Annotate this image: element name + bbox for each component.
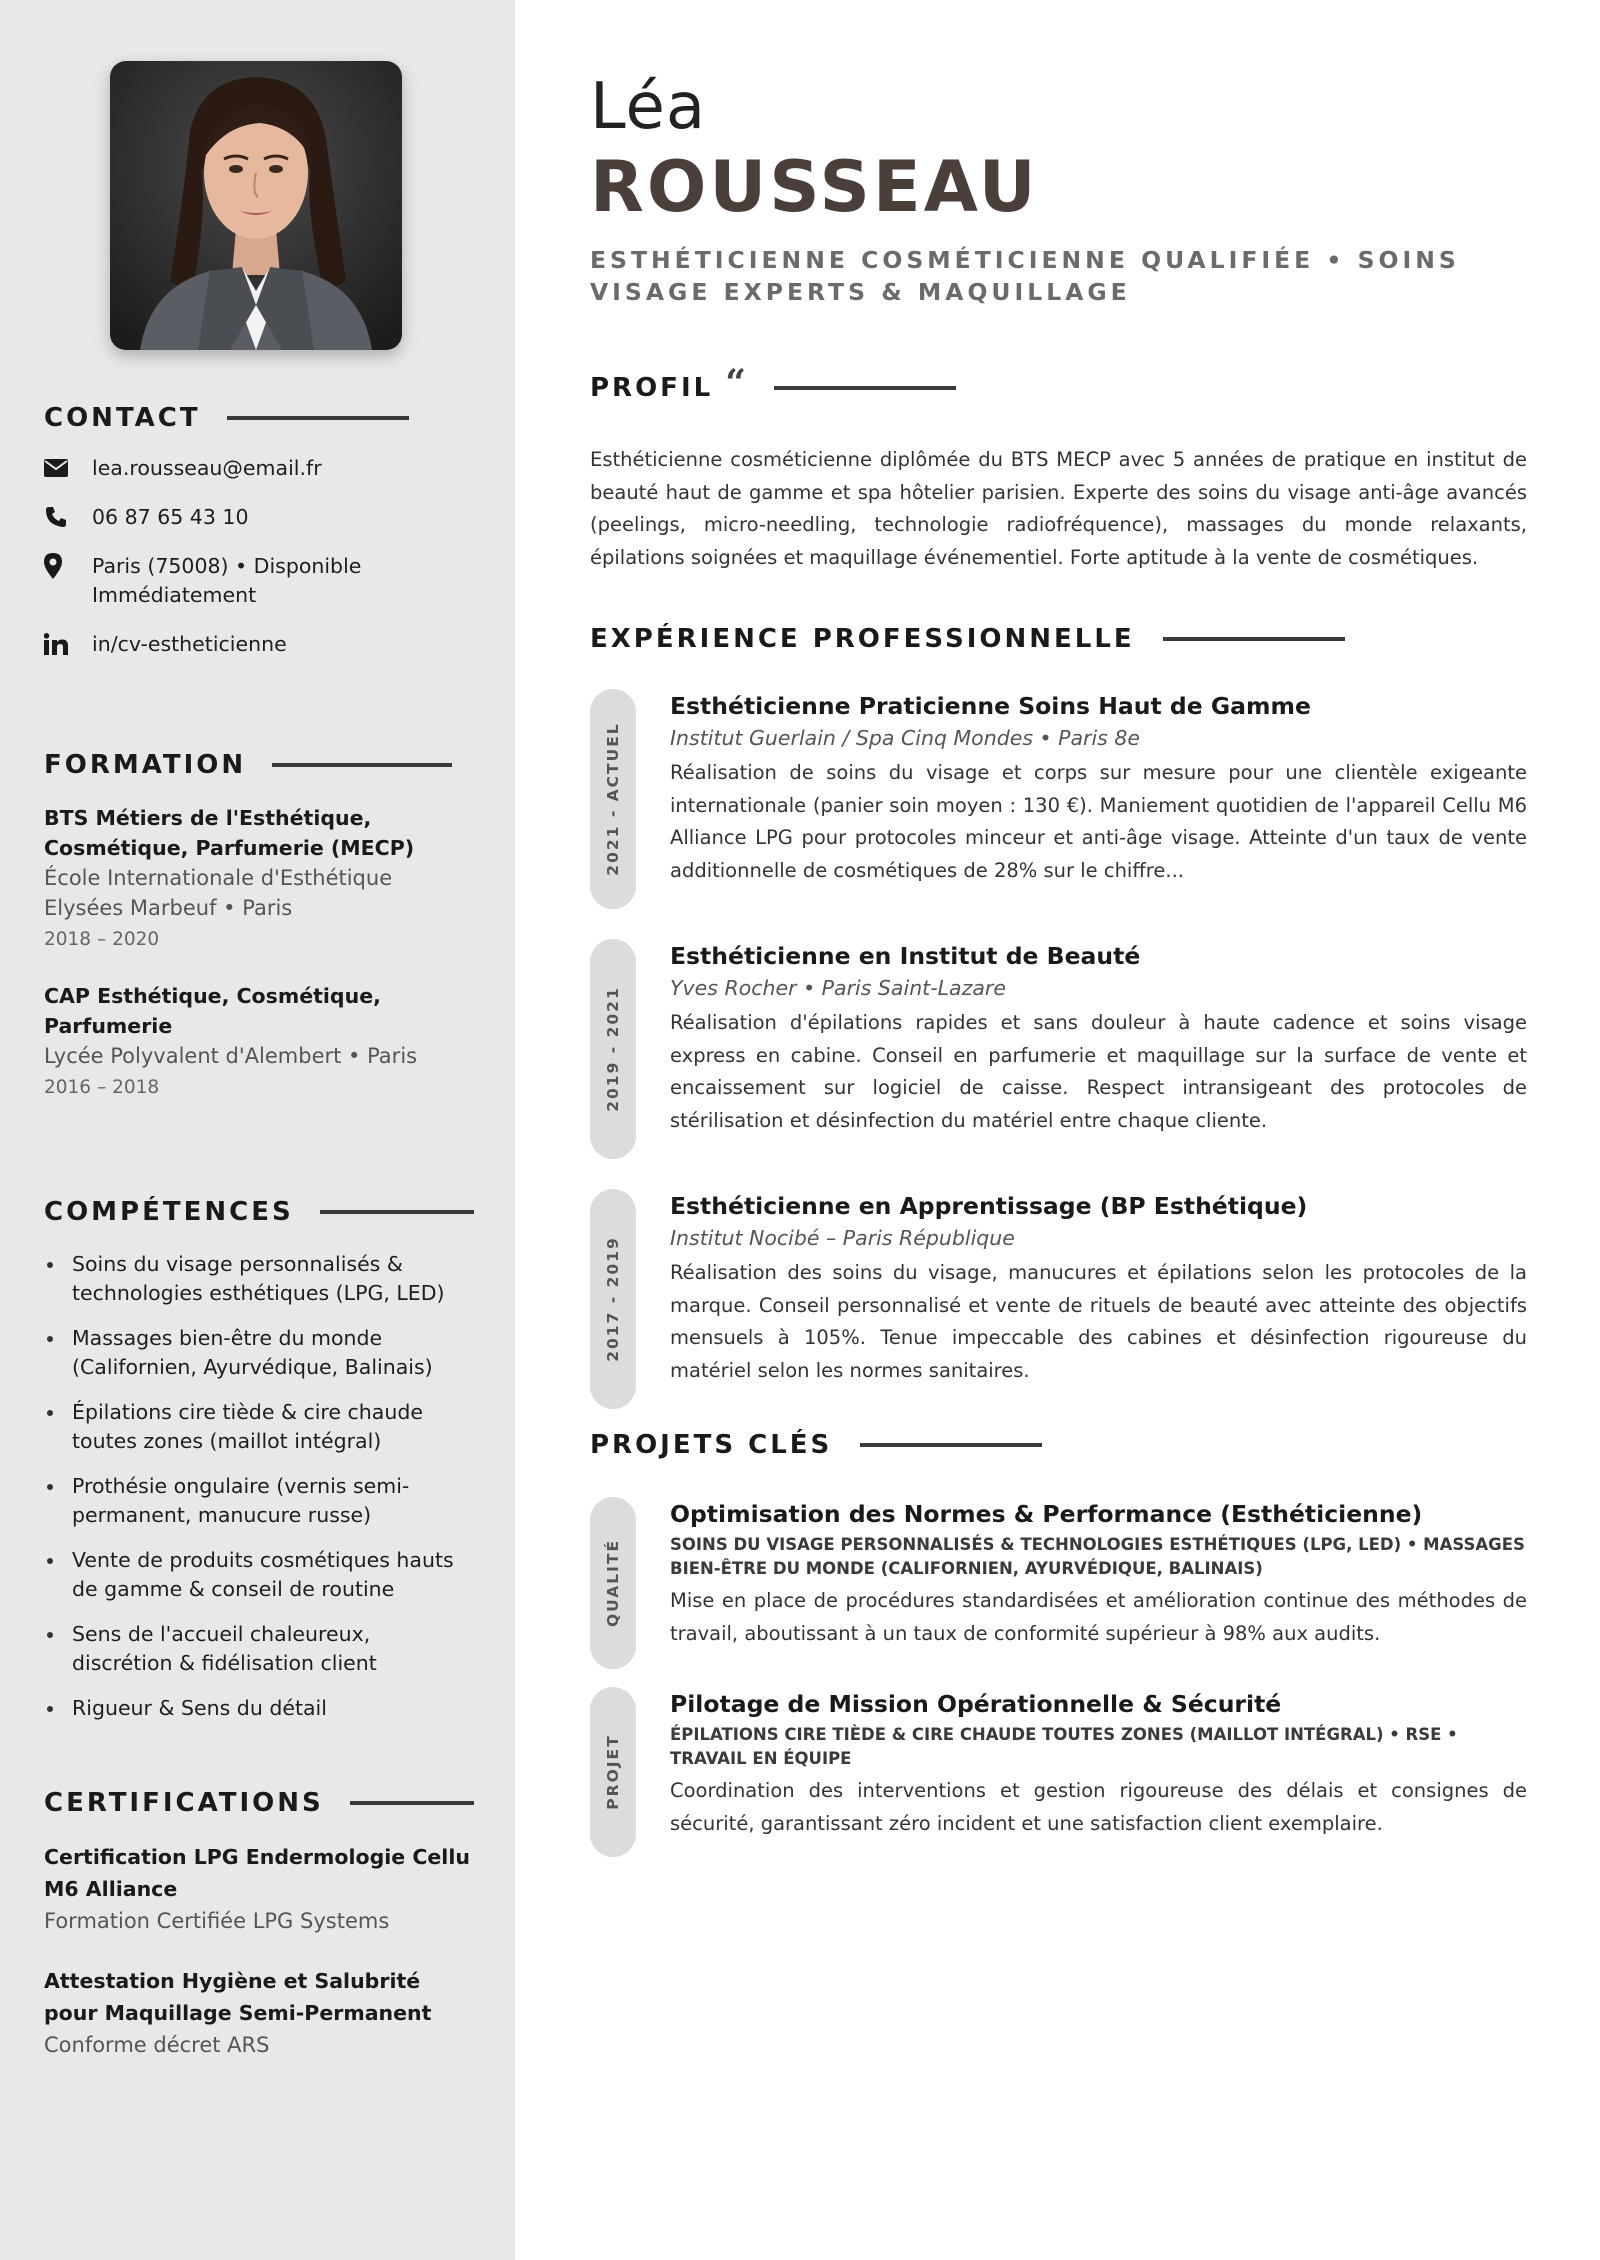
experience-title: EXPÉRIENCE PROFESSIONNELLE xyxy=(590,624,1135,654)
competence-item: Rigueur & Sens du détail xyxy=(44,1694,474,1723)
formation-school: École Internationale d'Esthétique Elysées Marbeuf • Paris xyxy=(44,866,393,920)
competence-item: Soins du visage personnalisés & technologies esthétiques (LPG, LED) xyxy=(44,1250,474,1308)
project-skills: ÉPILATIONS CIRE TIÈDE & CIRE CHAUDE TOUTES ZONES (MAILLOT INTÉGRAL) • RSE • TRAVAIL EN ÉQUIPE xyxy=(670,1725,1458,1768)
period-label: 2017 - 2019 xyxy=(604,1236,622,1362)
quote-icon: “ xyxy=(725,362,746,404)
experience-item xyxy=(590,689,1540,909)
certification-org: Formation Certifiée LPG Systems xyxy=(44,1909,390,1933)
experience-description: Réalisation de soins du visage et corps sur mesure pour une clientèle exigeante internationale (panier soin moyen : 130 €). Maniement quotidien de l'appareil Cellu M6 Alliance LPG pour protocoles minceur et anti-âge visage. Atteinte d'un taux de vente additionnelle de cosmétiques de 28% sur le chiffre... xyxy=(670,761,1527,882)
contact-linkedin-text: in/cv-estheticienne xyxy=(92,632,287,656)
sidebar xyxy=(0,0,515,2260)
section-divider xyxy=(320,1210,474,1214)
envelope-icon xyxy=(44,454,92,482)
formation-years: 2016 – 2018 xyxy=(44,1077,160,1098)
profile-photo xyxy=(110,61,402,350)
experience-company: Institut Nocibé – Paris République xyxy=(670,1226,1015,1250)
experience-title-text: Esthéticienne Praticienne Soins Haut de Gamme xyxy=(670,692,1311,720)
project-title-text: Pilotage de Mission Opérationnelle & Sécurité xyxy=(670,1690,1282,1718)
first-name: Léa xyxy=(590,70,707,144)
period-pill xyxy=(590,1189,636,1409)
formation-section xyxy=(44,745,474,1129)
profil-title: PROFIL xyxy=(590,373,714,403)
competences-heading xyxy=(44,1192,474,1232)
project-body xyxy=(670,1687,1527,1840)
period-label: 2021 - ACTUEL xyxy=(604,722,622,876)
project-item xyxy=(590,1497,1540,1669)
section-divider xyxy=(350,1801,474,1805)
project-skills: SOINS DU VISAGE PERSONNALISÉS & TECHNOLOGIES ESTHÉTIQUES (LPG, LED) • MASSAGES BIEN-ÊTRE DU MONDE (CALIFORNIEN, AYURVÉDIQUE, BALINAIS) xyxy=(670,1535,1525,1578)
project-tag: QUALITÉ xyxy=(604,1538,622,1628)
experience-title-text: Esthéticienne en Institut de Beauté xyxy=(670,942,1141,970)
section-divider xyxy=(272,763,452,767)
formation-degree: BTS Métiers de l'Esthétique, Cosmétique, Parfumerie (MECP) xyxy=(44,806,415,860)
period-pill xyxy=(590,939,636,1159)
project-description: Mise en place de procédures standardisées et amélioration continue des méthodes de travail, aboutissant à un taux de conformité supérieur à 98% aux audits. xyxy=(670,1589,1527,1645)
phone-icon xyxy=(44,503,92,531)
contact-list xyxy=(44,454,474,659)
formation-school: Lycée Polyvalent d'Alembert • Paris xyxy=(44,1044,418,1068)
contact-phone-text: 06 87 65 43 10 xyxy=(92,505,249,529)
period-pill xyxy=(590,689,636,909)
contact-section xyxy=(44,398,474,679)
formation-item xyxy=(44,981,474,1103)
experience-body xyxy=(670,689,1527,887)
certifications-section xyxy=(44,1783,474,2089)
contact-email[interactable] xyxy=(44,454,474,483)
formation-heading xyxy=(44,745,474,785)
contact-heading xyxy=(44,398,474,438)
experience-body xyxy=(670,939,1527,1137)
project-item xyxy=(590,1687,1540,1857)
project-tag-pill xyxy=(590,1687,636,1857)
experience-item xyxy=(590,1189,1540,1409)
section-divider xyxy=(227,416,409,420)
job-headline: ESTHÉTICIENNE COSMÉTICIENNE QUALIFIÉE • SOINS VISAGE EXPERTS & MAQUILLAGE xyxy=(590,246,1460,306)
formation-list xyxy=(44,803,474,1103)
experience-description: Réalisation des soins du visage, manucures et épilations selon les protocoles de la marque. Conseil personnalisé et vente de rituels de beauté avec atteinte des objectifs mensuels à 105%. Tenue impeccable des cabines et désinfection rigoureuse du matériel selon les normes sanitaires. xyxy=(670,1261,1527,1382)
formation-years: 2018 – 2020 xyxy=(44,929,160,950)
projets-heading xyxy=(590,1425,1042,1465)
contact-email-text: lea.rousseau@email.fr xyxy=(92,456,322,480)
contact-title: CONTACT xyxy=(44,403,201,433)
profil-heading xyxy=(590,362,956,408)
formation-degree: CAP Esthétique, Cosmétique, Parfumerie xyxy=(44,984,381,1038)
section-divider xyxy=(774,386,956,390)
project-title-text: Optimisation des Normes & Performance (Esthéticienne) xyxy=(670,1500,1423,1528)
competences-section xyxy=(44,1192,474,1739)
linkedin-icon xyxy=(44,630,92,658)
project-tag-pill xyxy=(590,1497,636,1669)
experience-description: Réalisation d'épilations rapides et sans douleur à haute cadence et soins visage express en cabine. Conseil en parfumerie et maquillage sur la surface de vente et encaissement sur logiciel de caisse. Respect intransigeant des protocoles de stérilisation et désinfection du matériel entre chaque cliente. xyxy=(670,1011,1527,1132)
projets-title: PROJETS CLÉS xyxy=(590,1430,833,1460)
experience-body xyxy=(670,1189,1527,1387)
competence-item: Épilations cire tiède & cire chaude toutes zones (maillot intégral) xyxy=(44,1398,474,1456)
experience-title-text: Esthéticienne en Apprentissage (BP Esthétique) xyxy=(670,1192,1308,1220)
project-body xyxy=(670,1497,1527,1650)
certification-name: Certification LPG Endermologie Cellu M6 Alliance xyxy=(44,1845,470,1901)
section-divider xyxy=(860,1443,1042,1447)
profil-text: Esthéticienne cosméticienne diplômée du BTS MECP avec 5 années de pratique en institut de beauté haut de gamme et spa hôtelier parisien. Experte des soins du visage anti-âge avancés (peelings, micro-needling, technologie radiofréquence), massages du monde relaxants, épilations soignées et maquillage événementiel. Forte aptitude à la vente de cosmétiques. xyxy=(590,448,1527,569)
certification-item xyxy=(44,1965,474,2061)
experience-heading xyxy=(590,619,1345,659)
competence-item: Sens de l'accueil chaleureux, discrétion & fidélisation client xyxy=(44,1620,474,1678)
period-label: 2019 - 2021 xyxy=(604,986,622,1112)
section-divider xyxy=(1163,637,1345,641)
certification-org: Conforme décret ARS xyxy=(44,2033,270,2057)
competence-item: Vente de produits cosmétiques hauts de gamme & conseil de routine xyxy=(44,1546,474,1604)
contact-location-text: Paris (75008) • Disponible Immédiatement xyxy=(92,554,362,607)
project-tag: PROJET xyxy=(604,1734,622,1810)
last-name: ROUSSEAU xyxy=(590,146,1039,228)
competences-title: COMPÉTENCES xyxy=(44,1197,294,1227)
certifications-heading xyxy=(44,1783,474,1823)
formation-title: FORMATION xyxy=(44,750,247,780)
competence-item: Prothésie ongulaire (vernis semi-permanent, manucure russe) xyxy=(44,1472,474,1530)
project-description: Coordination des interventions et gestion rigoureuse des délais et consignes de sécurité, garantissant zéro incident et une satisfaction client exemplaire. xyxy=(670,1779,1527,1835)
contact-linkedin[interactable] xyxy=(44,630,474,659)
location-pin-icon xyxy=(44,552,92,580)
certification-name: Attestation Hygiène et Salubrité pour Maquillage Semi-Permanent xyxy=(44,1969,432,2025)
certifications-list xyxy=(44,1841,474,2061)
formation-item xyxy=(44,803,474,955)
experience-company: Yves Rocher • Paris Saint-Lazare xyxy=(670,976,1006,1000)
competence-item: Massages bien-être du monde (Californien, Ayurvédique, Balinais) xyxy=(44,1324,474,1382)
competences-list xyxy=(44,1250,474,1723)
certifications-title: CERTIFICATIONS xyxy=(44,1788,324,1818)
certification-item xyxy=(44,1841,474,1937)
contact-location xyxy=(44,552,474,610)
contact-phone[interactable] xyxy=(44,503,474,532)
experience-company: Institut Guerlain / Spa Cinq Mondes • Paris 8e xyxy=(670,726,1141,750)
experience-item xyxy=(590,939,1540,1159)
